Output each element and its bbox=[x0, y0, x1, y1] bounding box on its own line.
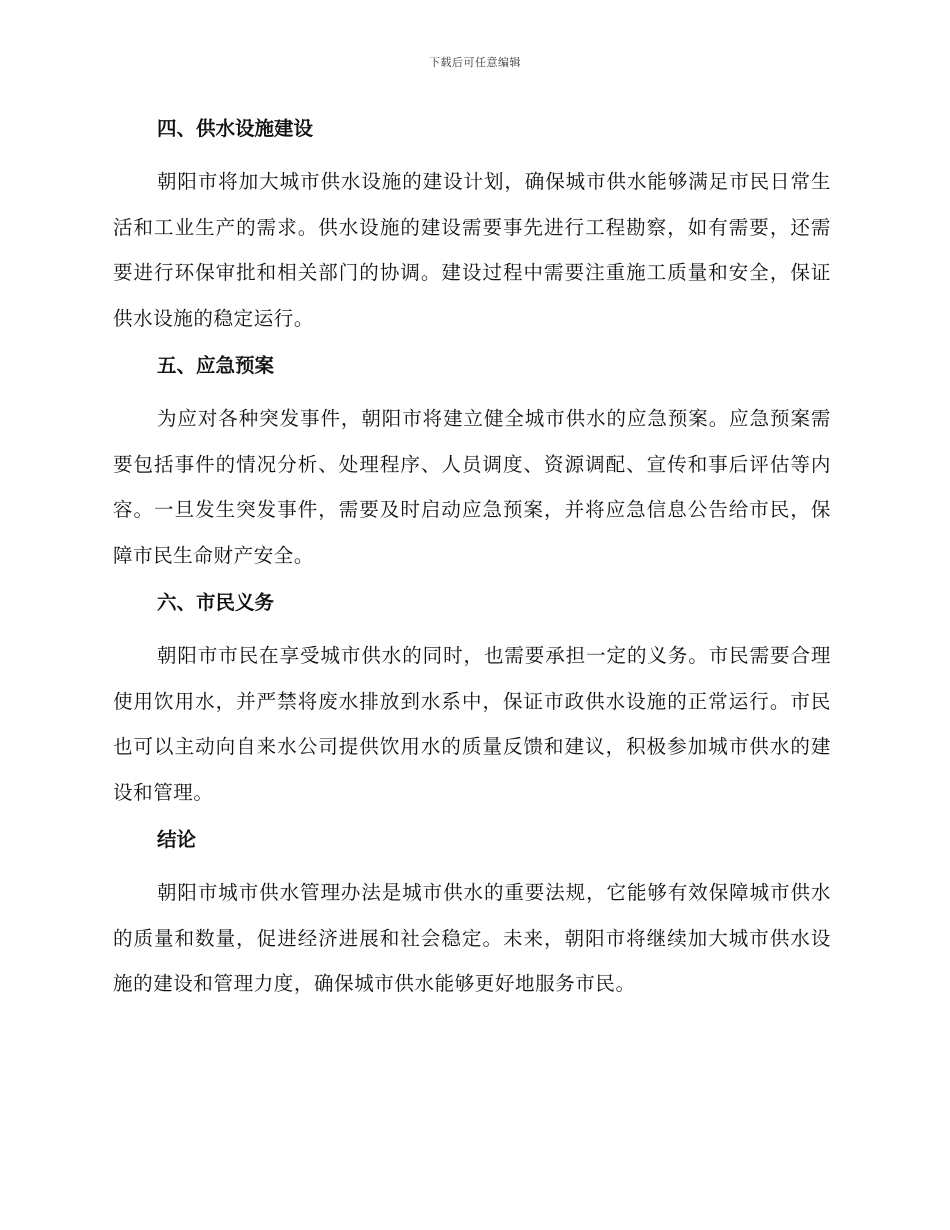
section-paragraph: 朝阳市将加大城市供水设施的建设计划，确保城市供水能够满足市民日常生活和工业生产的需求。供水设施的建设需要事先进行工程勘察，如有需要，还需要进行环保审批和相关部门的协调。建设过程中需要注重施工质量和安全，保证供水设施的稳定运行。 bbox=[113, 170, 831, 330]
section-citizen-obligations bbox=[113, 586, 831, 815]
section-water-facility-construction bbox=[113, 112, 831, 341]
section-heading: 六、市民义务 bbox=[157, 591, 275, 614]
section-heading: 五、应急预案 bbox=[157, 354, 275, 377]
section-emergency-plan bbox=[113, 349, 831, 578]
section-heading: 四、供水设施建设 bbox=[157, 117, 314, 140]
section-paragraph: 朝阳市市民在享受城市供水的同时，也需要承担一定的义务。市民需要合理使用饮用水，并严禁将废水排放到水系中，保证市政供水设施的正常运行。市民也可以主动向自来水公司提供饮用水的质量反馈和建议，积极参加城市供水的建设和管理。 bbox=[113, 644, 831, 804]
section-heading: 结论 bbox=[157, 828, 197, 851]
section-paragraph: 朝阳市城市供水管理办法是城市供水的重要法规，它能够有效保障城市供水的质量和数量，促进经济进展和社会稳定。未来，朝阳市将继续加大城市供水设施的建设和管理力度，确保城市供水能够更好地服务市民。 bbox=[113, 881, 831, 995]
document-body bbox=[113, 112, 831, 1015]
section-conclusion bbox=[113, 823, 831, 1007]
page-header-note: 下载后可任意编辑 bbox=[429, 56, 521, 69]
section-paragraph: 为应对各种突发事件，朝阳市将建立健全城市供水的应急预案。应急预案需要包括事件的情况分析、处理程序、人员调度、资源调配、宣传和事后评估等内容。一旦发生突发事件，需要及时启动应急预案，并将应急信息公告给市民，保障市民生命财产安全。 bbox=[113, 407, 831, 567]
